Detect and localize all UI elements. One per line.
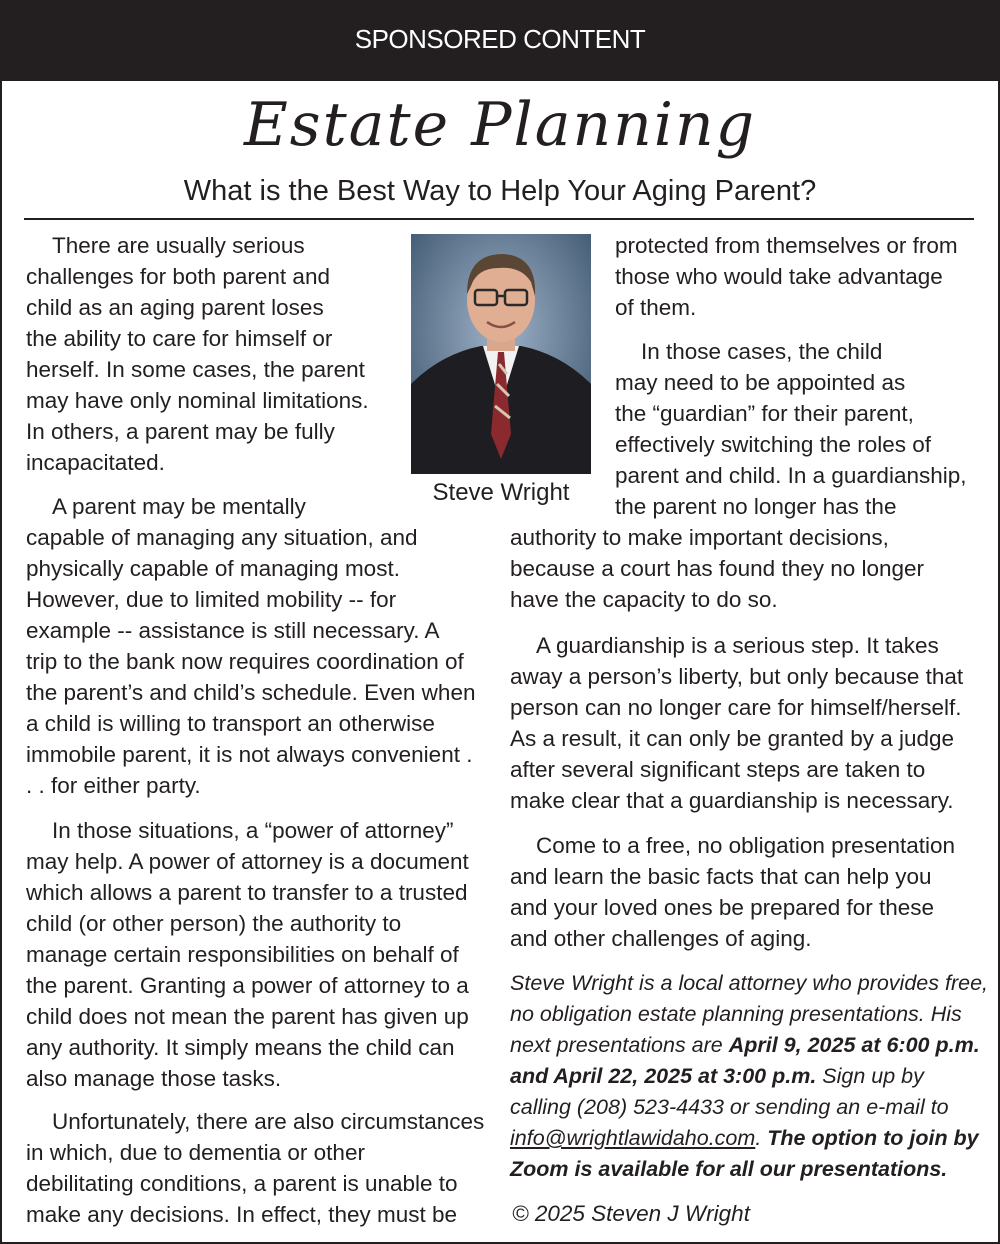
text-line: Unfortunately, there are also circumstances: [52, 1109, 485, 1134]
right-paragraph-1: [615, 230, 958, 323]
author-bio: [510, 968, 988, 1185]
text-line: effectively switching the roles of: [615, 432, 931, 457]
copyright: © 2025 Steven J Wright: [512, 1201, 750, 1226]
text-line: [510, 1061, 988, 1092]
text-line: because a court has found they no longer: [510, 556, 925, 581]
left-paragraph-3: [26, 815, 469, 1094]
text-line: In others, a parent may be fully: [26, 419, 335, 444]
text-line: authority to make important decisions,: [510, 525, 889, 550]
text-line: make any decisions. In effect, they must be: [26, 1202, 458, 1227]
text-line: any authority. It simply means the child can: [26, 1035, 455, 1060]
text-line: of them.: [615, 295, 697, 320]
right-paragraph-3: [510, 630, 963, 816]
text-line: may need to be appointed as: [615, 370, 906, 395]
sponsored-label: SPONSORED CONTENT: [354, 24, 646, 54]
text-line: [510, 1123, 988, 1154]
text-line: those who would take advantage: [615, 264, 943, 289]
text-line: incapacitated.: [26, 450, 165, 475]
text-line: also manage those tasks.: [26, 1066, 282, 1091]
text-line: However, due to limited mobility -- for: [26, 587, 397, 612]
text-line: the “guardian” for their parent,: [615, 401, 914, 426]
presentation-date-2: and April 22, 2025 at 3:00 p.m.: [510, 1064, 817, 1088]
sponsored-banner: [2, 2, 998, 81]
text-line: person can no longer care for himself/herself.: [510, 695, 962, 720]
text-line: child as an aging parent loses: [26, 295, 324, 320]
text-line: Come to a free, no obligation presentation: [536, 833, 956, 858]
text-line: example -- assistance is still necessary. A: [26, 618, 440, 643]
text-line: and other challenges of aging.: [510, 926, 812, 951]
text-line: . . for either party.: [26, 773, 201, 798]
text-line: As a result, it can only be granted by a judge: [510, 726, 955, 751]
text-line: the parent’s and child’s schedule. Even when: [26, 680, 476, 705]
page-subtitle: What is the Best Way to Help Your Aging Parent?: [183, 175, 817, 207]
text-line: trip to the bank now requires coordination of: [26, 649, 464, 674]
text-line: the ability to care for himself or: [26, 326, 333, 351]
bio-text: .: [755, 1126, 768, 1150]
text-line: manage certain responsibilities on behalf of: [26, 942, 459, 967]
zoom-note: Zoom is available for all our presentations.: [510, 1157, 948, 1181]
text-line: [510, 1030, 988, 1061]
left-paragraph-2: [26, 491, 475, 801]
text-line: which allows a parent to transfer to a trusted: [26, 880, 468, 905]
page-title: Estate Planning: [243, 90, 757, 160]
text-line: capable of managing any situation, and: [26, 525, 418, 550]
text-line: Steve Wright is a local attorney who provides free,: [510, 971, 988, 995]
text-line: In those cases, the child: [641, 339, 883, 364]
text-line: and learn the basic facts that can help you: [510, 864, 932, 889]
right-paragraph-2-bottom: [510, 522, 924, 615]
right-paragraph-2-top: [615, 336, 967, 522]
text-line: challenges for both parent and: [26, 264, 330, 289]
zoom-note: The option to join by: [767, 1126, 979, 1150]
text-line: the parent no longer has the: [615, 494, 897, 519]
text-line: the parent. Granting a power of attorney to a: [26, 973, 469, 998]
presentation-date-1: April 9, 2025 at 6:00 p.m.: [728, 1033, 980, 1057]
text-line: A guardianship is a serious step. It takes: [536, 633, 939, 658]
text-line: calling (208) 523-4433 or sending an e-mail to: [510, 1095, 949, 1119]
right-paragraph-4: [510, 830, 955, 954]
text-line: herself. In some cases, the parent: [26, 357, 365, 382]
text-line: and your loved ones be prepared for these: [510, 895, 935, 920]
text-line: a child is willing to transport an otherwise: [26, 711, 435, 736]
text-line: [510, 1154, 988, 1185]
text-line: There are usually serious: [52, 233, 305, 258]
left-paragraph-4: [26, 1106, 484, 1230]
author-photo: [411, 234, 591, 474]
text-line: immobile parent, it is not always convenient .: [26, 742, 473, 767]
text-line: have the capacity to do so.: [510, 587, 778, 612]
text-line: A parent may be mentally: [52, 494, 306, 519]
text-line: protected from themselves or from: [615, 233, 958, 258]
text-line: child (or other person) the authority to: [26, 911, 402, 936]
bio-text: Sign up by: [816, 1064, 924, 1088]
title-divider: [24, 218, 974, 220]
text-line: may have only nominal limitations.: [26, 388, 369, 413]
photo-caption: Steve Wright: [432, 479, 570, 506]
text-line: away a person’s liberty, but only because that: [510, 664, 964, 689]
email-link[interactable]: info@wrightlawidaho.com: [510, 1126, 756, 1150]
text-line: In those situations, a “power of attorney”: [52, 818, 454, 843]
text-line: in which, due to dementia or other: [26, 1140, 365, 1165]
text-line: physically capable of managing most.: [26, 556, 400, 581]
text-line: after several significant steps are taken to: [510, 757, 926, 782]
text-line: no obligation estate planning presentations. His: [510, 1002, 962, 1026]
portrait-illustration: [411, 234, 591, 474]
text-line: make clear that a guardianship is necessary.: [510, 788, 954, 813]
left-paragraph-1: [26, 230, 369, 478]
text-line: may help. A power of attorney is a document: [26, 849, 469, 874]
bio-text: next presentations are: [510, 1033, 729, 1057]
text-line: child does not mean the parent has given up: [26, 1004, 469, 1029]
text-line: debilitating conditions, a parent is unable to: [26, 1171, 458, 1196]
text-line: parent and child. In a guardianship,: [615, 463, 967, 488]
